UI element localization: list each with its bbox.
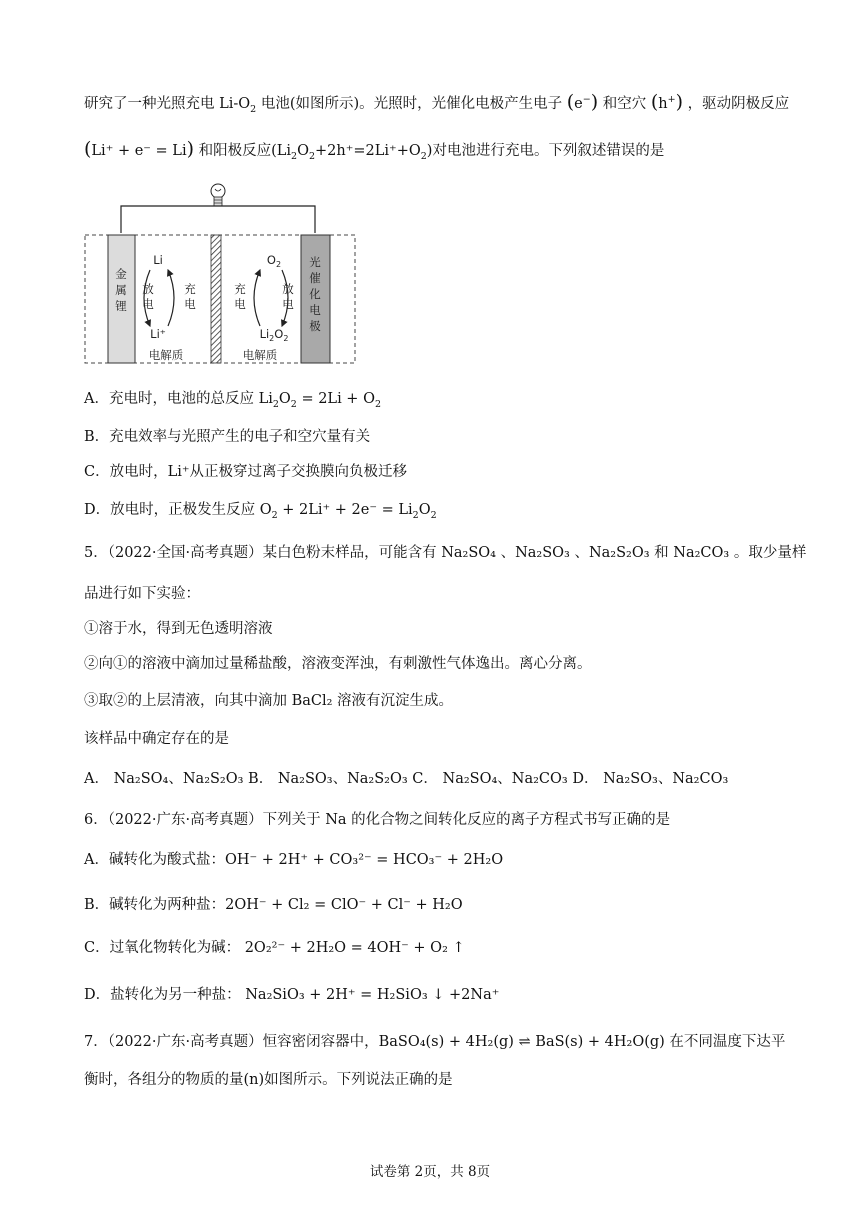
q5-step-3: ③取②的上层清液，向其中滴加 BaCl₂ 溶液有沉淀生成。 xyxy=(84,693,454,709)
electrolyte-label-left: 电解质 xyxy=(148,348,184,362)
q5-stem-1: 5．（2022·全国·高考真题）某白色粉末样品，可能含有 Na₂SO₄ 、Na₂SO₃ 、Na₂S₂O₃ 和 Na₂CO₃ 。取少量样 xyxy=(84,545,807,561)
svg-text:电: 电 xyxy=(184,297,196,311)
external-wire xyxy=(121,206,315,233)
q7-stem-2: 衡时，各组分的物质的量(n)如图所示。下列说法正确的是 xyxy=(84,1072,453,1088)
q4-option-d: D．放电时，正极发生反应 $O_2 + 2Li^+ + 2e^- = Li_2O_2$ xyxy=(84,502,437,521)
q5-ask: 该样品中确定存在的是 xyxy=(84,731,229,747)
q6-stem: 6．（2022·广东·高考真题）下列关于 Na 的化合物之间转化反应的离子方程式书写正确的是 xyxy=(84,812,671,828)
q6-option-d: D．盐转化为另一种盐： Na₂SiO₃ + 2H⁺ = H₂SiO₃ ↓ +2Na⁺ xyxy=(84,987,500,1003)
q5-options: A． Na₂SO₄、Na₂S₂O₃ B． Na₂SO₃、Na₂S₂O₃ C． Na₂SO₄、Na₂CO₃ D． Na₂SO₃、Na₂CO₃ xyxy=(84,771,729,787)
q4-option-b: B．充电效率与光照产生的电子和空穴量有关 xyxy=(84,429,371,445)
svg-text:放: 放 xyxy=(282,282,294,296)
left-bottom-species: Li⁺ xyxy=(150,327,166,341)
left-electrode-label-1: 金 xyxy=(115,267,127,281)
left-electrode-label-3: 锂 xyxy=(115,299,127,313)
left-electrode-label-2: 属 xyxy=(115,283,127,297)
light-bulb-icon xyxy=(211,184,225,206)
intro-line-1: 研究了一种光照充电 $Li-O_2$ 电池(如图所示)。光照时，光催化电极产生电子 (e−) 和空穴 (h+) ，驱动阴极反应 xyxy=(84,91,790,115)
svg-text:放: 放 xyxy=(142,282,154,296)
right-electrode-label-3: 化 xyxy=(309,287,321,301)
intro-line-2: (Li⁺ + e⁻ = Li) 和阳极反应$(Li_2O_2+2h^+=2Li^++O_2)$对电池进行充电。下列叙述错误的是 xyxy=(84,138,665,162)
electrolyte-label-right: 电解质 xyxy=(242,348,278,362)
svg-text:电: 电 xyxy=(234,297,246,311)
q7-stem-1: 7．（2022·广东·高考真题）恒容密闭容器中，BaSO₄(s) + 4H₂(g) ⇌ BaS(s) + 4H₂O(g) 在不同温度下达平 xyxy=(84,1034,786,1050)
battery-diagram xyxy=(84,178,359,368)
svg-text:电: 电 xyxy=(142,297,154,311)
right-electrode-label-5: 极 xyxy=(309,319,321,333)
right-electrode-label-2: 催 xyxy=(309,271,321,285)
svg-text:电: 电 xyxy=(282,297,294,311)
q5-step-1: ①溶于水，得到无色透明溶液 xyxy=(84,621,273,637)
left-top-species: Li xyxy=(153,253,163,267)
q4-option-a: A．充电时，电池的总反应 $Li_2O_2 = 2Li + O_2$ xyxy=(84,391,382,410)
right-electrode-label-4: 电 xyxy=(309,303,321,317)
ion-exchange-membrane xyxy=(211,235,221,363)
q4-option-c: C．放电时，Li⁺从正极穿过离子交换膜向负极迁移 xyxy=(84,464,408,480)
q6-option-c: C．过氧化物转化为碱： 2O₂²⁻ + 2H₂O = 4OH⁻ + O₂ ↑ xyxy=(84,940,465,956)
right-electrode-label-1: 光 xyxy=(309,255,321,269)
q5-step-2: ②向①的溶液中滴加过量稀盐酸，溶液变浑浊，有刺激性气体逸出。离心分离。 xyxy=(84,656,592,672)
svg-text:充: 充 xyxy=(184,282,196,296)
svg-text:充: 充 xyxy=(234,282,246,296)
q5-stem-2: 品进行如下实验： xyxy=(84,586,200,602)
q6-option-b: B．碱转化为两种盐：2OH⁻ + Cl₂ = ClO⁻ + Cl⁻ + H₂O xyxy=(84,897,463,913)
right-bottom-species: $Li_2O_2$ xyxy=(259,327,289,343)
q6-option-a: A．碱转化为酸式盐：OH⁻ + 2H⁺ + CO₃²⁻ = HCO₃⁻ + 2H₂O xyxy=(84,852,504,868)
charge-arrow-left xyxy=(168,270,174,326)
right-top-species: $O_2$ xyxy=(266,253,282,269)
page-footer: 试卷第 2页，共 8页 xyxy=(369,1164,491,1180)
charge-arrow-right xyxy=(254,270,260,326)
